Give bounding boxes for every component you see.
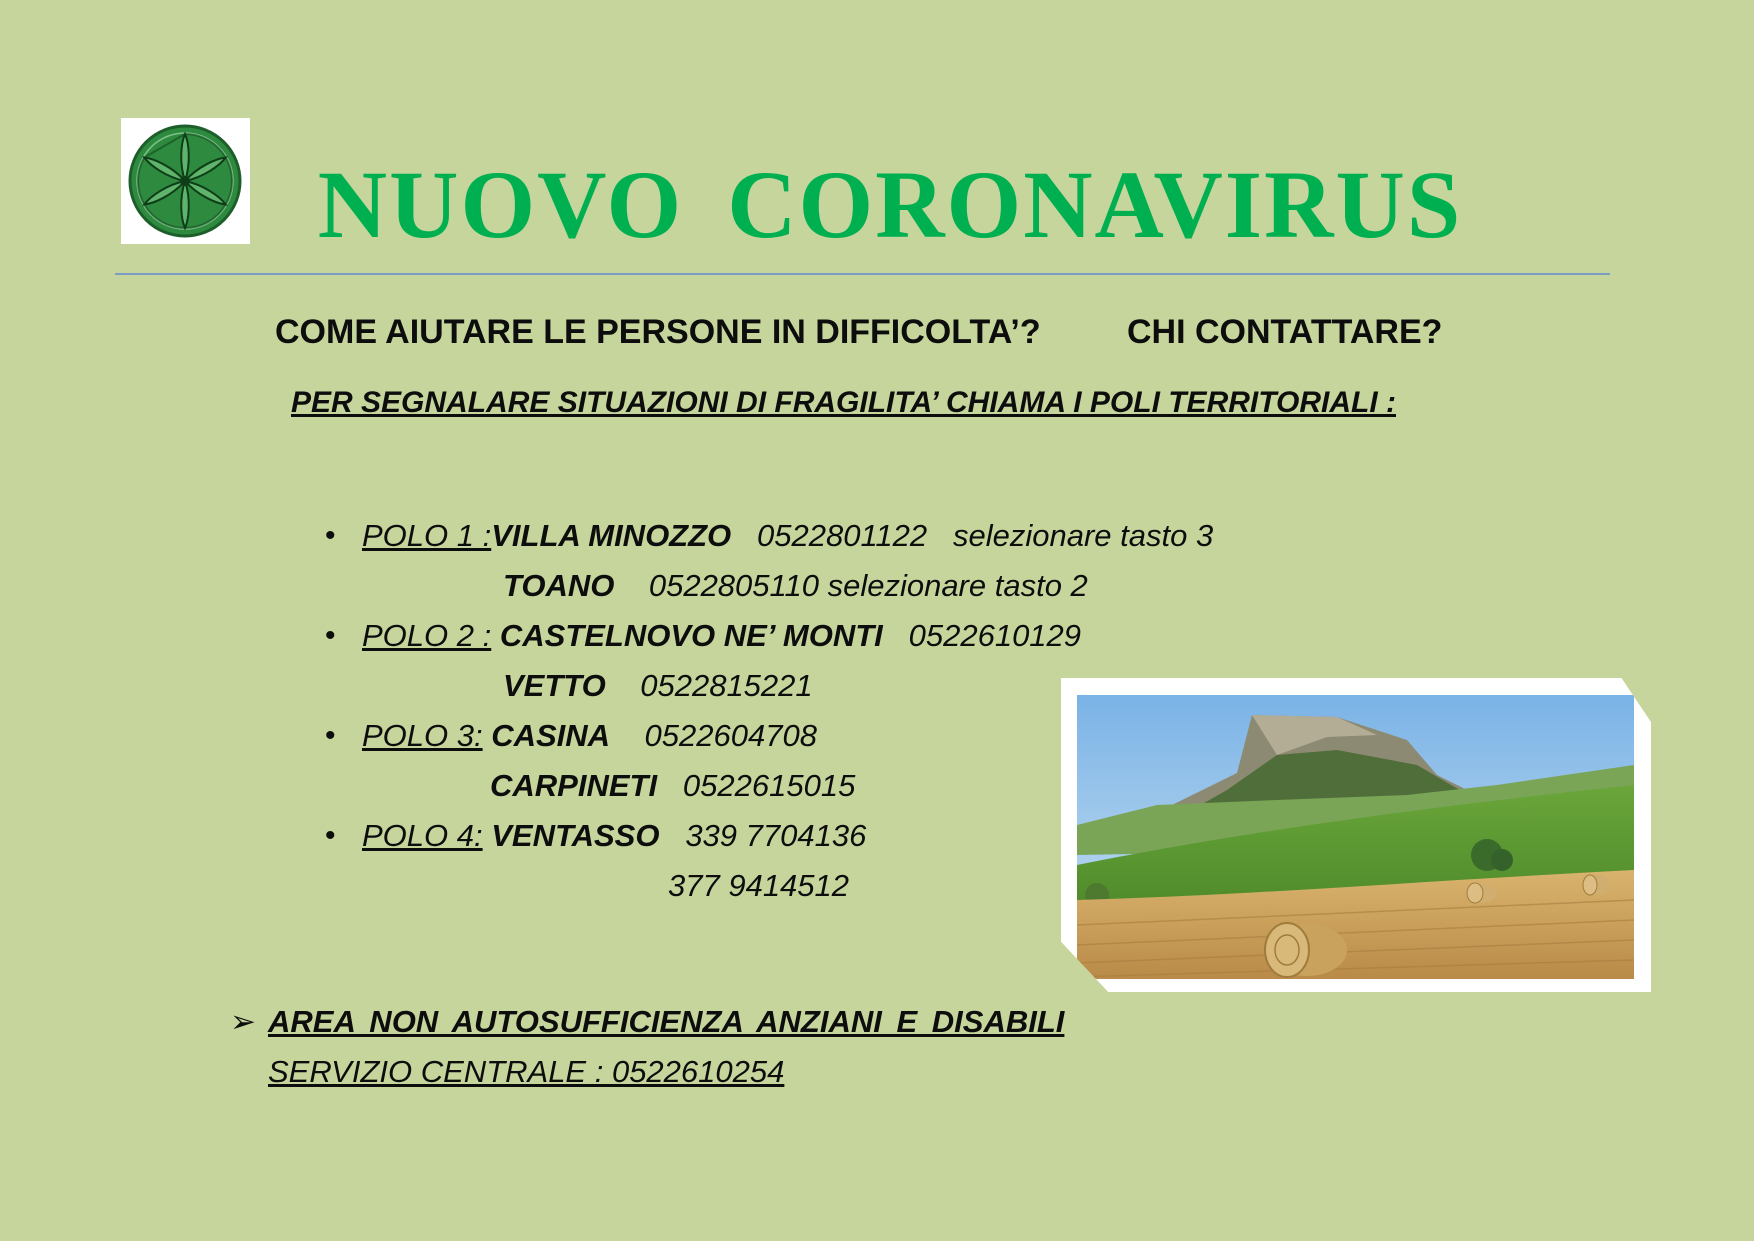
- question-help: COME AIUTARE LE PERSONE IN DIFFICOLTA’?: [275, 313, 1041, 351]
- landscape-photo: [1061, 678, 1651, 992]
- polo-1-phone-1: 0522801122: [757, 518, 928, 553]
- polo-3-row-2: [490, 766, 855, 806]
- bullet-icon: •: [325, 519, 336, 552]
- arrow-bullet-icon: ➢: [230, 1004, 256, 1039]
- polo-4-place-1: VENTASSO: [491, 818, 660, 853]
- polo-4-phone-2: 377 9414512: [668, 868, 850, 903]
- polo-4-phone-1: 339 7704136: [685, 818, 867, 853]
- question-contact: CHI CONTATTARE?: [1127, 313, 1443, 351]
- polo-2-label: POLO 2 :: [362, 618, 492, 653]
- polo-4-row-2: [668, 866, 849, 906]
- polo-1-place-2: TOANO: [503, 568, 615, 603]
- bullet-icon: •: [325, 719, 336, 752]
- polo-1-place-1: VILLA MINOZZO: [491, 518, 732, 553]
- polo-1-note-2: selezionare tasto 2: [827, 568, 1088, 603]
- polo-1-row-2: [503, 566, 1088, 606]
- area-heading: [230, 1002, 1064, 1042]
- page-title: NUOVO CORONAVIRUS: [317, 151, 1463, 258]
- polo-2-row-1: [362, 616, 1081, 656]
- polo-4-label: POLO 4:: [362, 818, 483, 853]
- polo-3-place-1: CASINA: [491, 718, 611, 753]
- service-central-line: SERVIZIO CENTRALE : 0522610254: [268, 1054, 785, 1089]
- area-title: AREA NON AUTOSUFFICIENZA ANZIANI E DISABILI: [268, 1004, 1065, 1039]
- polo-3-phone-1: 0522604708: [644, 718, 817, 753]
- polo-2-phone-2: 0522815221: [640, 668, 813, 703]
- polo-3-row-1: [362, 716, 817, 756]
- bullet-icon: •: [325, 619, 336, 652]
- polo-1-row-1: [362, 516, 1213, 556]
- polo-2-row-2: [503, 666, 813, 706]
- polo-2-phone-1: 0522610129: [908, 618, 1082, 653]
- bullet-icon: •: [325, 819, 336, 852]
- polo-1-label: POLO 1 :: [362, 518, 492, 553]
- polo-3-phone-2: 0522615015: [682, 768, 856, 803]
- polo-1-phone-2: 0522805110: [648, 568, 819, 603]
- polo-2-place-1: CASTELNOVO NE’ MONTI: [499, 618, 883, 653]
- title-divider: [115, 273, 1610, 275]
- polo-4-row-1: [362, 816, 866, 856]
- polo-3-label: POLO 3:: [362, 718, 483, 753]
- polo-2-place-2: VETTO: [503, 668, 606, 703]
- subtitle: PER SEGNALARE SITUAZIONI DI FRAGILITA’ CHIAMA I POLI TERRITORIALI :: [291, 386, 1397, 419]
- polo-1-note-1: selezionare tasto 3: [952, 518, 1214, 553]
- polo-3-place-2: CARPINETI: [490, 768, 658, 803]
